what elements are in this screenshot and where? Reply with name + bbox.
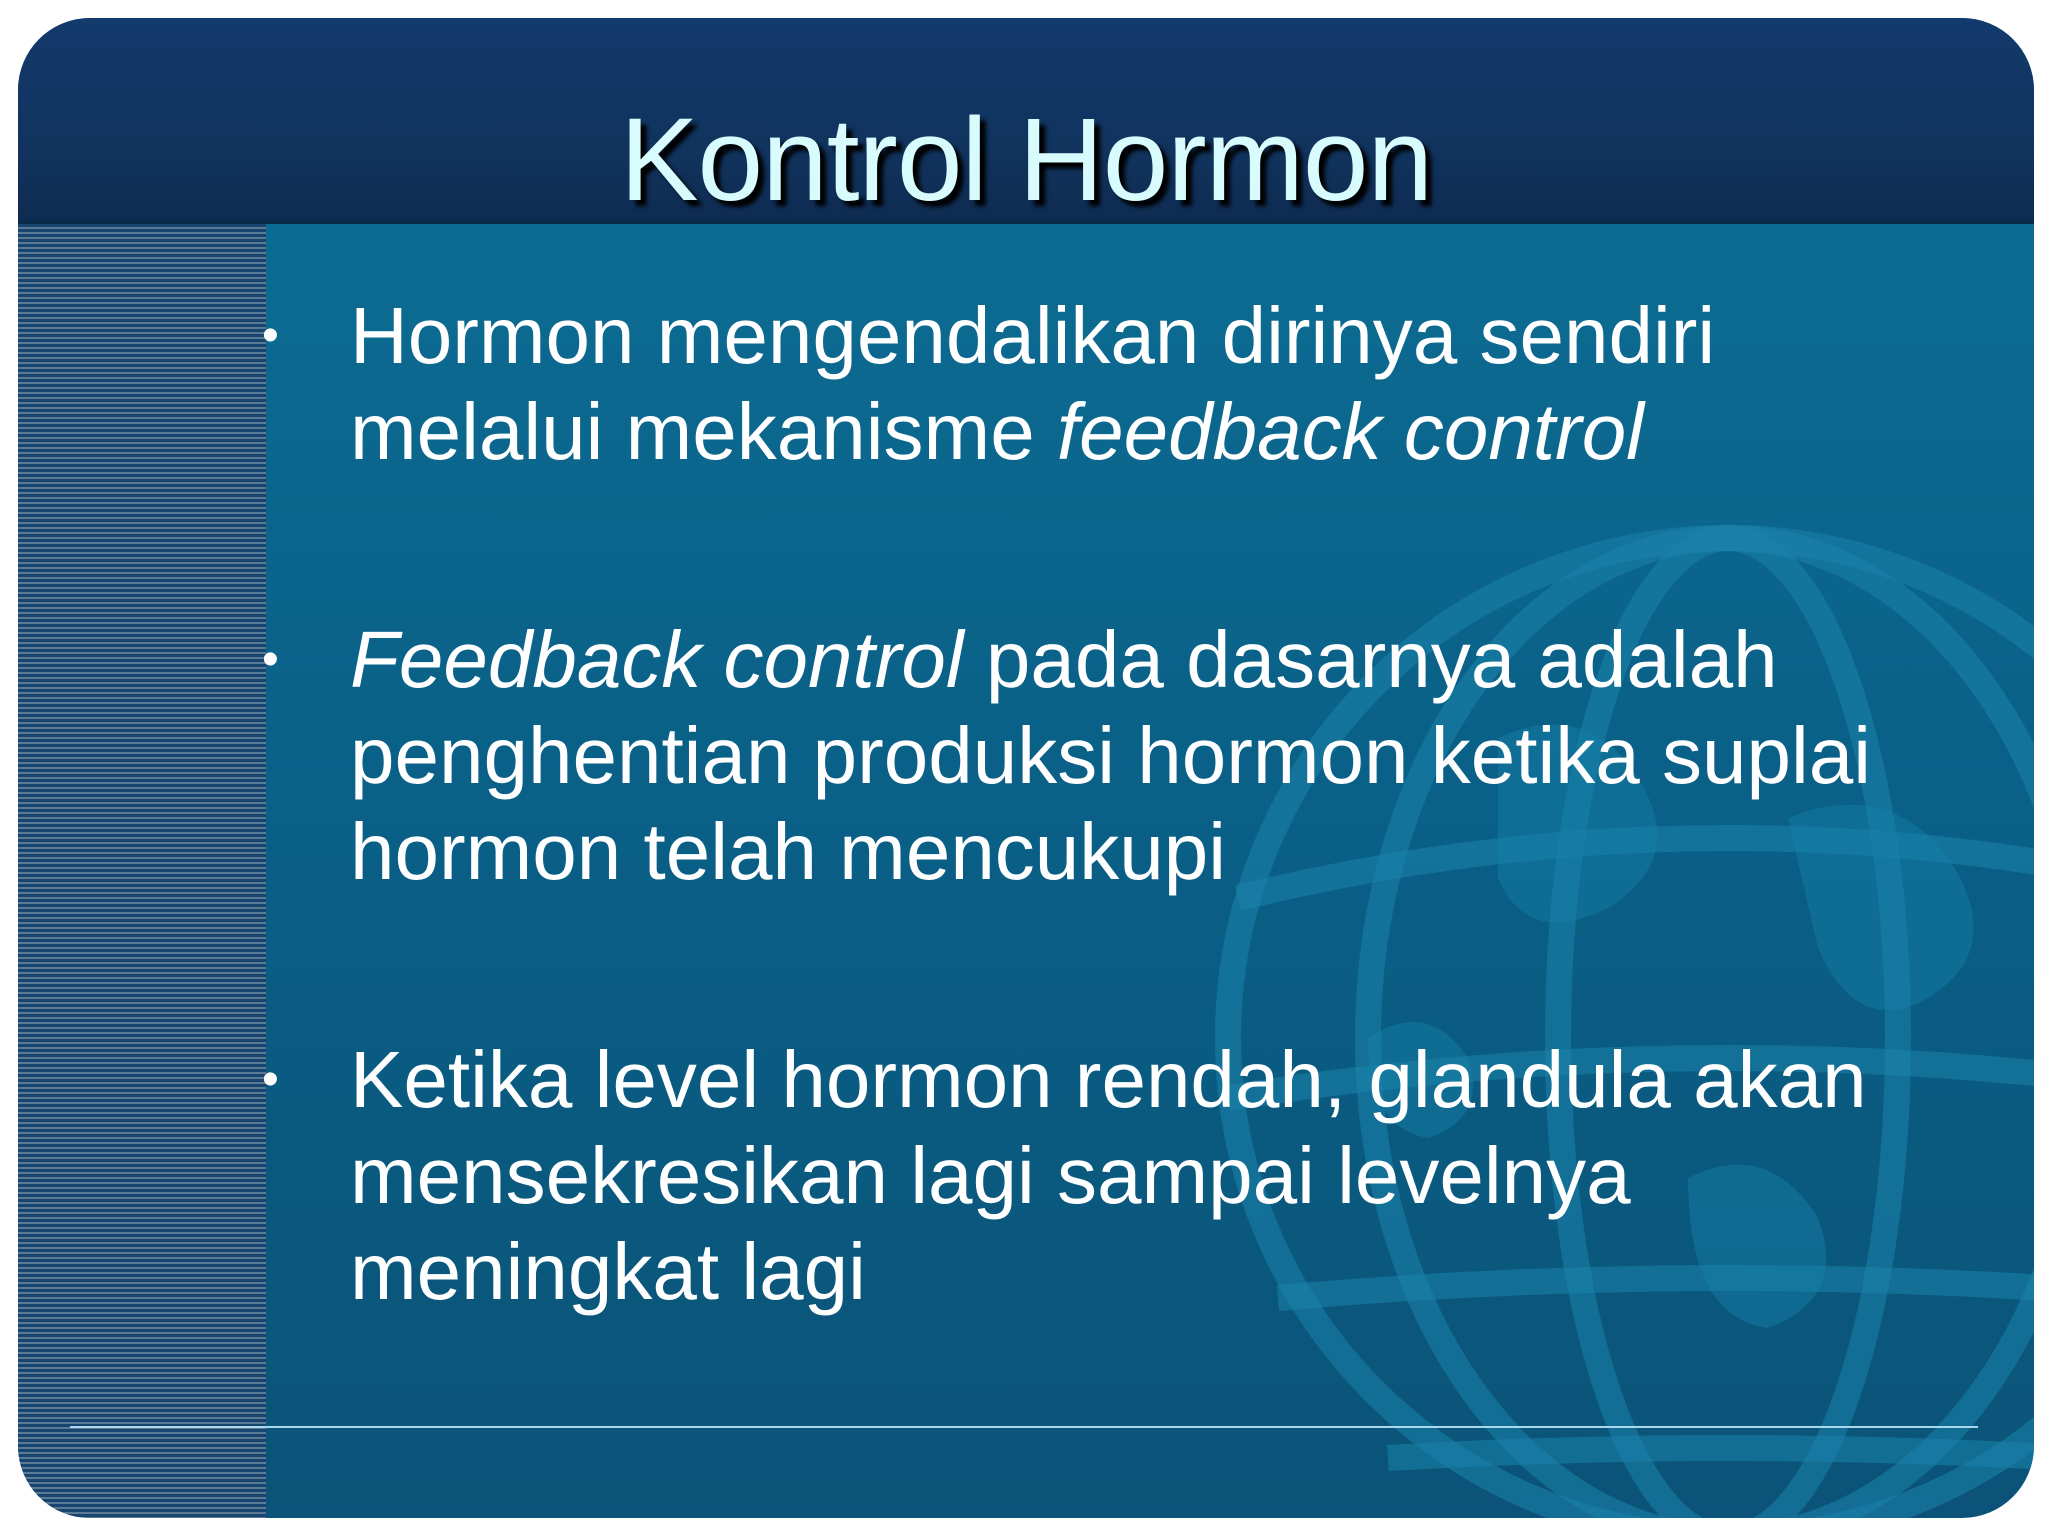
slide-header <box>18 18 2034 224</box>
bullet-text-regular: Ketika level hormon rendah, glandula akan mensekresikan lagi sampai levelnya meningkat lagi <box>350 1035 1867 1316</box>
decorative-stripe-band <box>18 224 266 1518</box>
bullet-text <box>350 612 1910 900</box>
slide <box>18 18 2034 1518</box>
bullet-marker: • <box>262 309 279 362</box>
bullet-text <box>350 288 1910 480</box>
bullet-text-regular: pada dasarnya adalah penghentian produksi hormon ketika suplai hormon telah mencukupi <box>350 615 1871 896</box>
bullet-text-italic: feedback control <box>1056 387 1644 476</box>
bullet-text <box>350 1032 1910 1320</box>
bullet-text-italic: Feedback control <box>350 615 964 704</box>
slide-title: Kontrol Hormon <box>619 94 1433 226</box>
footer-divider <box>70 1426 1978 1428</box>
bullet-text-regular: Hormon mengendalikan dirinya sendiri melalui mekanisme <box>350 291 1716 476</box>
bullet-marker: • <box>262 633 279 686</box>
bullet-marker: • <box>262 1053 279 1106</box>
